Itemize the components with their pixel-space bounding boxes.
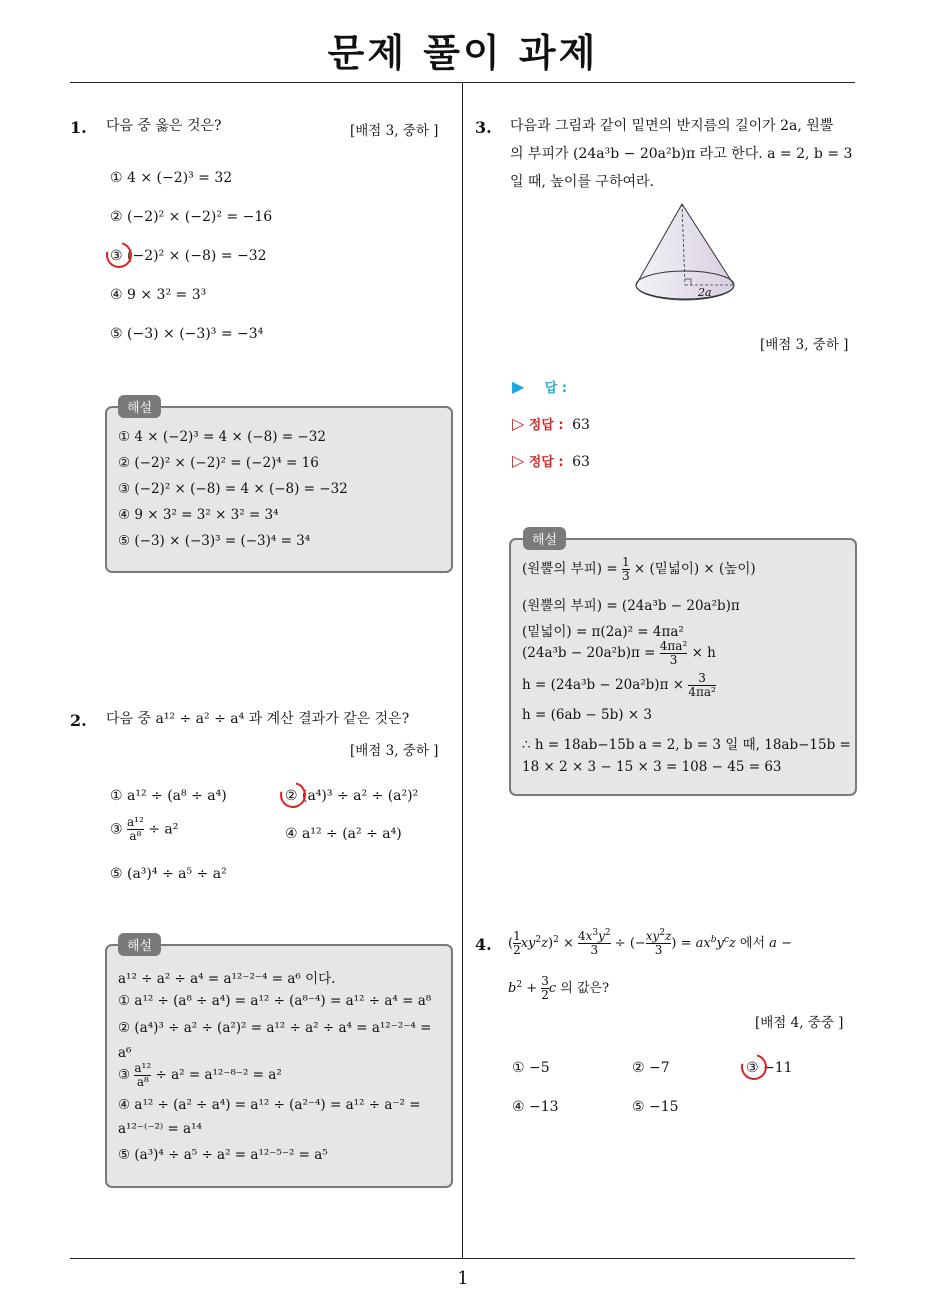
q1-answer-circle	[101, 237, 137, 273]
q2-explanation-line-8: ⑤ (a³)⁴ ÷ a⁵ ÷ a² = a¹²⁻⁵⁻² = a⁵	[118, 1147, 328, 1163]
q2-option-5[interactable]: ⑤ (a³)⁴ ÷ a⁵ ÷ a²	[110, 866, 227, 882]
q2-option-3[interactable]	[110, 816, 178, 843]
q2-option-3-rest: ÷ a²	[148, 821, 179, 838]
q2-explanation-line-3: ② (a⁴)³ ÷ a² ÷ (a²)² = a¹² ÷ a² ÷ a⁴ = a¹²⁻²⁻⁴ =	[118, 1020, 432, 1036]
q1-option-2[interactable]: ② (−2)² × (−2)² = −16	[110, 209, 273, 225]
fraction-3-over-4pia2: $\frac{3}{\text{4πa²}}$	[688, 671, 716, 700]
q1-explanation-line-2: ② (−2)² × (−2)² = (−2)⁴ = 16	[118, 455, 319, 471]
q2-option-2[interactable]: ② (a⁴)³ ÷ a² ÷ (a²)²	[285, 788, 419, 804]
fraction-4pia2-over-3: $\frac{\text{4πa²}}{3}$	[659, 639, 688, 668]
cone-radius-label: 2a	[698, 286, 712, 299]
q2-explanation-line-2: ① a¹² ÷ (a⁸ ÷ a⁴) = a¹² ÷ (a⁸⁻⁴) = a¹² ÷ a⁴ = a⁸	[118, 993, 432, 1009]
q4-expression: ( $\frac{1}{2}$ $xy^2z)^2$ × $\frac{4x^3y^2}{3}$ ÷ (− $\frac{xy^2z}{3}$ ) = $ax^by^cz$ 에서 a −	[508, 928, 792, 958]
page-title: 문제 풀이 과제	[327, 31, 599, 75]
q2-explanation-line-1: a¹² ÷ a² ÷ a⁴ = a¹²⁻²⁻⁴ = a⁶ 이다.	[118, 971, 336, 987]
q1-option-4[interactable]: ④ 9 × 3² = 3³	[110, 287, 207, 303]
q4-option-2[interactable]: ② −7	[632, 1060, 670, 1076]
q1-explanation-line-5: ⑤ (−3) × (−3)³ = (−3)⁴ = 3⁴	[118, 533, 311, 549]
bottom-divider	[70, 1258, 855, 1259]
q4-option-1[interactable]: ① −5	[512, 1060, 550, 1076]
q4-score: [배점 4, 중중 ]	[755, 1015, 844, 1031]
q2-score: [배점 3, 중하 ]	[350, 743, 439, 759]
q3-answer-row	[512, 377, 567, 396]
q3-text-line-1: 다음과 그림과 같이 밑면의 반지름의 길이가 2a, 원뿔	[510, 118, 834, 134]
q2-option-3-marker: ③	[110, 821, 123, 838]
q1-score: [배점 3, 중하 ]	[350, 123, 439, 139]
q3-explanation-line-4: (24a³b − 20a²b)π = $\frac{\text{4πa²}}{3}$ × h	[522, 639, 716, 668]
q3-explanation-line-8: 18 × 2 × 3 − 15 × 3 = 108 − 45 = 63	[522, 759, 782, 775]
q1-option-1[interactable]: ① 4 × (−2)³ = 32	[110, 170, 233, 186]
q2-number: 2.	[70, 711, 87, 730]
q3-score: [배점 3, 중하 ]	[760, 337, 849, 353]
q2-option-3-fraction: $\frac{\text{a¹²}}{\text{a⁸}}$	[127, 815, 144, 844]
q2-explanation-line-5: ③ $\frac{\text{a¹²}}{\text{a⁸}}$ ÷ a² = a¹²⁻⁸⁻² = a²	[118, 1061, 282, 1090]
fraction-one-third: $\frac{1}{3}$	[621, 555, 630, 584]
q2-explanation-line-7: a¹²⁻⁽⁻²⁾ = a¹⁴	[118, 1121, 202, 1137]
q3-text-line-2: 의 부피가 (24a³b − 20a²b)π 라고 한다. a = 2, b = 3	[510, 146, 853, 162]
q2-explanation-fraction: $\frac{\text{a¹²}}{\text{a⁸}}$	[134, 1061, 152, 1090]
q1-option-3[interactable]: ③ (−2)² × (−8) = −32	[110, 248, 267, 264]
q3-correct-row-2	[512, 451, 590, 470]
q1-explanation-line-4: ④ 9 × 3² = 3² × 3² = 3⁴	[118, 507, 279, 523]
q2-option-1[interactable]: ① a¹² ÷ (a⁸ ÷ a⁴)	[110, 788, 227, 804]
q2-answer-circle	[275, 777, 311, 813]
q3-correct-row-1	[512, 414, 590, 433]
q3-correct-label-1: 정답 :	[528, 418, 564, 433]
q3-correct-label-2: 정답 :	[528, 455, 564, 470]
q2-explanation-tag: 해설	[118, 933, 161, 956]
q3-explanation-line-5: h = (24a³b − 20a²b)π × $\frac{3}{\text{4πa²}}$	[522, 671, 716, 700]
q4-number: 4.	[475, 935, 492, 954]
cone-figure	[630, 200, 750, 308]
q2-text: 다음 중 a¹² ÷ a² ÷ a⁴ 과 계산 결과가 같은 것은?	[106, 711, 410, 727]
q3-answer-label: 답 :	[544, 381, 568, 396]
q3-correct-value-1: 63	[572, 417, 590, 433]
q4-expression-line-2: $b^2$ + $\frac{3}{2}$ c 의 값은?	[508, 974, 610, 1003]
q4-option-3[interactable]: ③ −11	[746, 1060, 793, 1076]
q1-explanation-tag: 해설	[118, 395, 161, 418]
q3-explanation-line-6: h = (6ab − 5b) × 3	[522, 707, 653, 723]
outline-triangle-icon: ▷	[512, 451, 525, 470]
q1-text: 다음 중 옳은 것은?	[106, 118, 222, 134]
q3-explanation-tag: 해설	[523, 527, 566, 550]
q1-number: 1.	[70, 118, 87, 137]
q3-text-line-3: 일 때, 높이를 구하여라.	[510, 174, 654, 190]
q1-explanation-line-3: ③ (−2)² × (−8) = 4 × (−8) = −32	[118, 481, 348, 497]
q4-option-4[interactable]: ④ −13	[512, 1099, 559, 1115]
q1-option-5[interactable]: ⑤ (−3) × (−3)³ = −3⁴	[110, 326, 264, 342]
q3-explanation-line-2: (원뿔의 부피) = (24a³b − 20a²b)π	[522, 598, 740, 614]
q3-explanation-line-1: (원뿔의 부피) = $\frac{1}{3}$ × (밑넓이) × (높이)	[522, 555, 756, 584]
q3-explanation-line-7: ∴ h = 18ab−15b a = 2, b = 3 일 때, 18ab−15b =	[522, 737, 851, 753]
q2-explanation-line-6: ④ a¹² ÷ (a² ÷ a⁴) = a¹² ÷ (a²⁻⁴) = a¹² ÷ a⁻² =	[118, 1097, 421, 1113]
q3-explanation-line-3: (밑넓이) = π(2a)² = 4πa²	[522, 624, 684, 640]
q3-correct-value-2: 63	[572, 454, 590, 470]
q2-explanation-line-4: a⁶	[118, 1045, 132, 1061]
q1-explanation-line-1: ① 4 × (−2)³ = 4 × (−8) = −32	[118, 429, 326, 445]
play-icon: ▶	[512, 377, 525, 396]
q3-number: 3.	[475, 118, 492, 137]
q2-option-4[interactable]: ④ a¹² ÷ (a² ÷ a⁴)	[285, 826, 402, 842]
q4-option-5[interactable]: ⑤ −15	[632, 1099, 679, 1115]
column-divider	[462, 82, 463, 1258]
q4-answer-circle	[736, 1049, 772, 1085]
outline-triangle-icon: ▷	[512, 414, 525, 433]
page-number: 1	[457, 1268, 469, 1289]
